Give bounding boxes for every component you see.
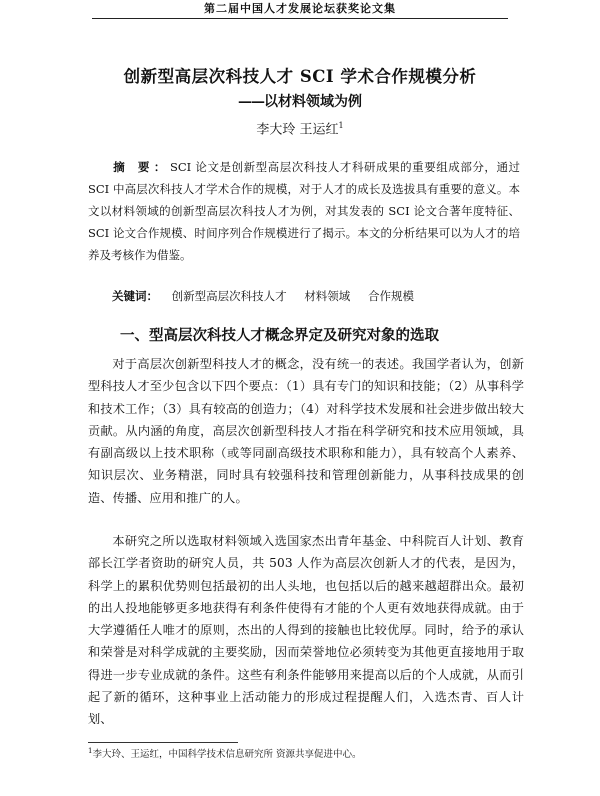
keywords-label: 关键词：	[112, 289, 158, 303]
paper-authors	[0, 117, 600, 139]
subtitle-text: 以材料领域为例	[264, 94, 362, 110]
footnote-text: 李大玲、王运红，中国科学技术信息研究所 资源共享促进中心。	[92, 749, 362, 761]
body-paragraph: 对于高层次创新型科技人才的概念，没有统一的表述。我国学者认为，创新型科技人才至少包含以下四个要点：（1）具有专门的知识和技能；（2）从事科学和技术工作；（3）具有较高的创造力；（4）对科学技术发展和社会进步做出较大贡献。从内涵的角度，高层次创新型科技人才指在科学研究和技术应用领域，具有副高级以上技术职称（或等同副高级技术职称和能力），具有较高个人素养、知识层次、业务精湛，同时具有较强科技和管理创新能力，从事科技成果的创造、传播、应用和推广的人。	[88, 357, 524, 505]
paper-title: 创新型高层次科技人才 SCI 学术合作规模分析	[123, 67, 477, 86]
abstract-label: 摘 要：	[113, 160, 170, 174]
footnote	[88, 745, 528, 761]
author-names: 李大玲 王运红	[256, 122, 339, 138]
footnote-divider	[88, 742, 238, 743]
abstract	[88, 156, 520, 266]
body-paragraph: 本研究之所以选取材料领域入选国家杰出青年基金、中科院百人计划、教育部长江学者资助的研究人员，共 503 人作为高层次创新人才的代表，是因为，科学上的累积优势则包括最初的出人头地，也包括以后的越来越超群出众。最初的出人投地能够更多地获得有利条件使得有才能的个人更有效地获得成就。由于大学遵循任人唯才的原则，杰出的人得到的接触也比较优厚。同时，给予的承认和荣誉是对科学成就的主要奖励，因而荣誉地位必须转变为其他更直接地用于取得进一步专业成就的条件。这些有利条件能够用来提高以后的个人成就，从而引起了新的循环，这种事业上活动能力的形成过程提醒人们，入选杰青、百人计划、	[88, 534, 524, 727]
keywords	[112, 288, 532, 304]
abstract-text: SCI 论文是创新型高层次科技人才科研成果的重要组成部分，通过 SCI 中高层次科技人才学术合作的规模，对于人才的成长及选拔具有重要的意义。本文以材料领域的创新型高层次科技人才为例，对其发表的 SCI 论文合著年度特征、SCI 论文合作规模、时间序列合作规模进行了揭示。本文的分析结果可以为人才的培养及考核作为借鉴。	[88, 160, 520, 262]
keyword-item: 材料领域	[304, 289, 351, 303]
running-header	[92, 0, 508, 19]
section-heading: 一、型高层次科技人才概念界定及研究对象的选取	[120, 327, 439, 344]
subtitle-dash: ——	[238, 94, 264, 110]
running-header-title: 第二届中国人才发展论坛获奖论文集	[204, 2, 396, 15]
keyword-item: 创新型高层次科技人才	[171, 289, 287, 303]
paper-subtitle	[0, 93, 600, 111]
keyword-item: 合作规模	[367, 289, 414, 303]
author-footnote-mark: 1	[338, 121, 344, 130]
footnote-mark: 1	[88, 747, 93, 755]
